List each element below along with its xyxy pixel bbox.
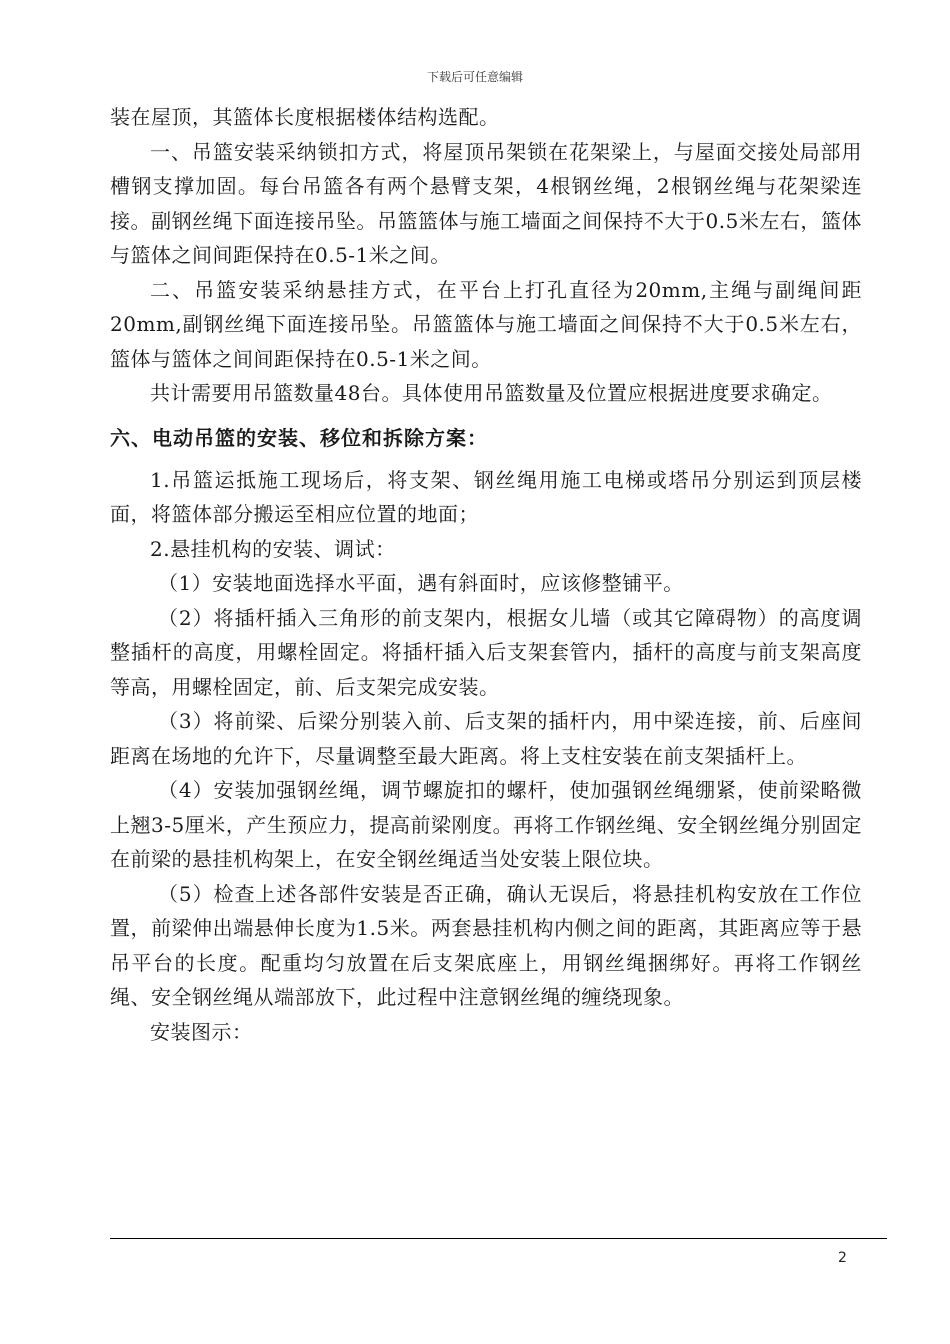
paragraph-step-2: 2.悬挂机构的安装、调试：: [150, 536, 396, 561]
header-note: 下载后可任意编辑: [426, 70, 523, 84]
paragraph-basket-count: 共计需要用吊篮数量48台。具体使用吊篮数量及位置应根据进度要求确定。: [150, 381, 833, 405]
paragraph-substep-3: （3）将前梁、后梁分别装入前、后支架的插杆内，用中梁连接，前、后座间距离在场地的允许下，尽量调整至最大距离。将上支柱安装在前支架插杆上。: [110, 709, 862, 768]
paragraph-diagram-label: 安装图示：: [150, 1019, 253, 1044]
paragraph-hanging-method: 二、吊篮安装采纳悬挂方式，在平台上打孔直径为20mm,主绳与副绳间距20mm,副钢丝绳下面连接吊坠。吊篮篮体与施工墙面之间保持不大于0.5米左右，篮体与篮体之间间距保持在0.5-1米之间。: [110, 277, 862, 371]
paragraph-substep-4: （4）安装加强钢丝绳，调节螺旋扣的螺杆，使加强钢丝绳绷紧，使前梁略微上翘3-5厘米，产生预应力，提高前梁刚度。再将工作钢丝绳、安全钢丝绳分别固定在前梁的悬挂机构架上，在安全钢丝绳适当处安装上限位块。: [110, 778, 862, 871]
paragraph-step-1: 1.吊篮运抵施工现场后，将支架、钢丝绳用施工电梯或塔吊分别运到顶层楼面，将篮体部分搬运至相应位置的地面；: [110, 467, 862, 526]
paragraph-continuation: 装在屋顶，其篮体长度根据楼体结构选配。: [110, 105, 500, 129]
paragraph-substep-2: （2）将插杆插入三角形的前支架内，根据女儿墙（或其它障碍物）的高度调整插杆的高度，用螺栓固定。将插杆插入后支架套管内，插杆的高度与前支架高度等高，用螺栓固定，前、后支架完成安装。: [110, 605, 862, 699]
paragraph-lock-method: 一、吊篮安装采纳锁扣方式，将屋顶吊架锁在花架梁上，与屋面交接处局部用槽钢支撑加固。每台吊篮各有两个悬臂支架，4根钢丝绳，2根钢丝绳与花架梁连接。副钢丝绳下面连接吊坠。吊篮篮体与施工墙面之间保持不大于0.5米左右，篮体与篮体之间间距保持在0.5-1米之间。: [110, 139, 862, 267]
page-number: 2: [838, 1250, 847, 1266]
section-heading: 六、电动吊篮的安装、移位和拆除方案：: [110, 425, 488, 450]
footer-divider: [110, 1238, 887, 1239]
paragraph-substep-5: （5）检查上述各部件安装是否正确，确认无误后，将悬挂机构安放在工作位置，前梁伸出端悬伸长度为1.5米。两套悬挂机构内侧之间的距离，其距离应等于悬吊平台的长度。配重均匀放置在后支架底座上，用钢丝绳捆绑好。再将工作钢丝绳、安全钢丝绳从端部放下，此过程中注意钢丝绳的缠绕现象。: [110, 881, 862, 1009]
document-body: [110, 100, 862, 1049]
paragraph-substep-1: （1）安装地面选择水平面，遇有斜面时，应该修整铺平。: [158, 571, 684, 595]
